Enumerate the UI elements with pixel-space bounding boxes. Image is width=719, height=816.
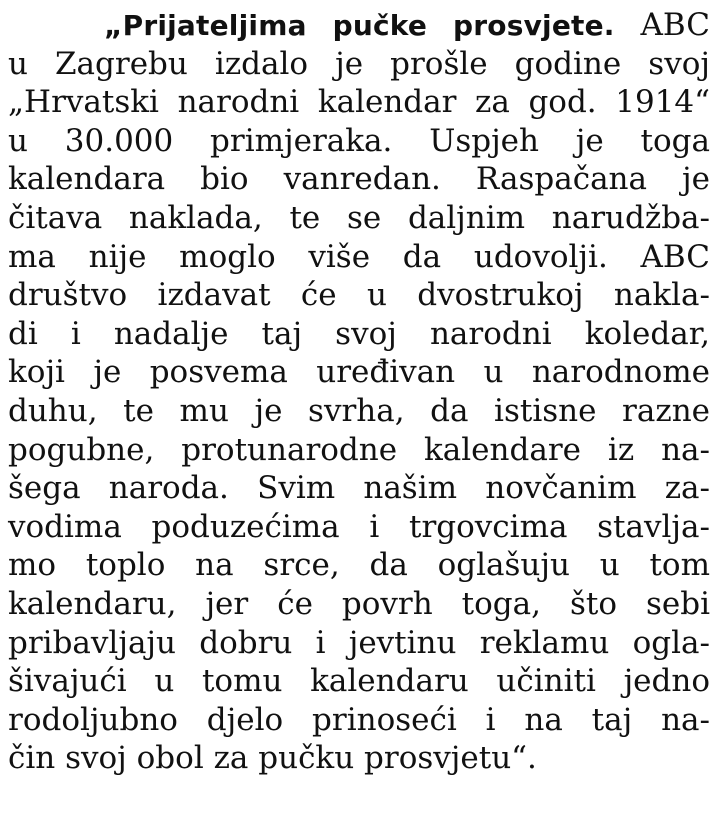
article-line-8: društvo izdavat će u dvostrukoj nakla-: [8, 277, 710, 314]
article-line-6: čitava naklada, te se daljnim narudžba-: [8, 199, 710, 236]
article-line-4: u 30.000 primjeraka. Uspjeh je toga: [8, 122, 710, 159]
article-line-20: čin svoj obol za pučku prosvjetu“.: [8, 740, 537, 777]
article-line-13: šega naroda. Svim našim novčanim za-: [8, 470, 710, 507]
article-line-5: kalendara bio vanredan. Raspačana je: [8, 161, 710, 198]
article-text: [8, 6, 710, 778]
article-line-18: šivajući u tomu kalendaru učiniti jedno: [8, 663, 710, 700]
article-line-7: ma nije moglo više da udovolji. ABC: [8, 238, 710, 275]
article-line-19: rodoljubno djelo prinoseći i na taj na-: [8, 701, 710, 738]
article-line-11: duhu, te mu je svrha, da istisne razne: [8, 392, 710, 429]
article-line-16: kalendaru, jer će povrh toga, što sebi: [8, 585, 710, 622]
article-line-1-text: ABC: [640, 7, 710, 43]
article-line-2: u Zagrebu izdalo je prošle godine svoj: [8, 45, 710, 82]
article-line-1: [8, 6, 710, 45]
article-line-12: pogubne, protunarodne kalendare iz na-: [8, 431, 710, 468]
article-line-14: vodima poduzećima i trgovcima stavlja-: [8, 508, 710, 545]
article-line-15: mo toplo na srce, da oglašuju u tom: [8, 547, 710, 584]
article-line-3: „Hrvatski narodni kalendar za god. 1914“: [8, 84, 710, 121]
article-line-9: di i nadalje taj svoj narodni koledar,: [8, 315, 710, 352]
article-heading: „Prijateljima pučke prosvjete.: [104, 9, 615, 42]
article-line-10: koji je posvema uređivan u narodnome: [8, 354, 710, 391]
article-line-17: pribavljaju dobru i jevtinu reklamu ogla-: [8, 624, 710, 661]
